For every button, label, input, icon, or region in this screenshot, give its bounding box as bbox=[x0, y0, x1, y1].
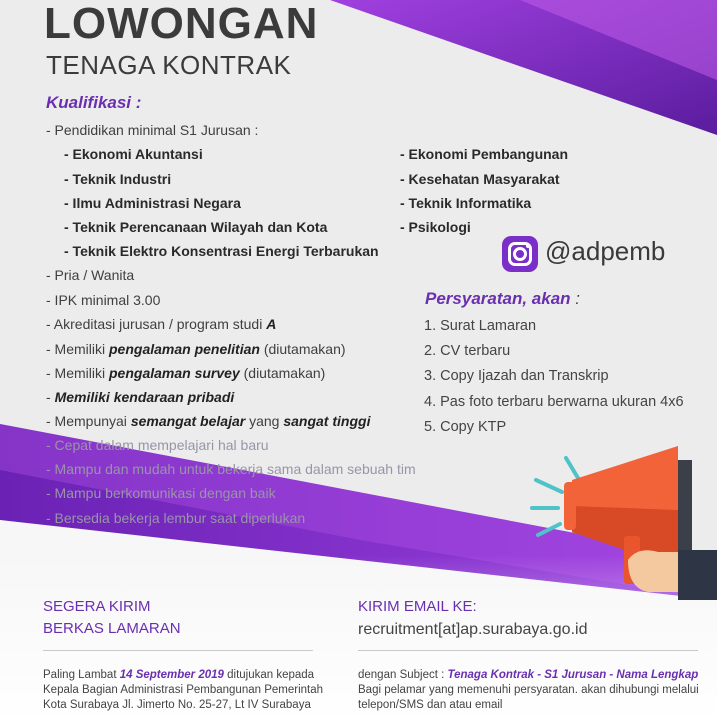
note-line: Bagi pelamar yang memenuhi persyaratan. akan dihubungi melalui bbox=[358, 684, 699, 696]
instagram-handle[interactable]: @adpemb bbox=[545, 236, 666, 266]
requirement-item: 4. Pas foto terbaru berwarna ukuran 4x6 bbox=[424, 394, 684, 410]
qualification-item: - Memiliki kendaraan pribadi bbox=[46, 389, 235, 405]
requirement-item: 5. Copy KTP bbox=[424, 419, 507, 435]
instagram-icon bbox=[502, 236, 538, 272]
divider bbox=[43, 650, 313, 651]
megaphone-icon bbox=[528, 440, 717, 600]
major-item: - Teknik Informatika bbox=[400, 195, 532, 211]
email-heading: KIRIM EMAIL KE: bbox=[358, 598, 477, 615]
divider bbox=[358, 650, 698, 651]
qualification-item: - Cepat dalam mempelajari hal baru bbox=[46, 437, 269, 453]
subject-text: dengan Subject : Tenaga Kontrak - S1 Jurusan - Nama Lengkap bbox=[358, 669, 699, 681]
qualification-item: - IPK minimal 3.00 bbox=[46, 292, 161, 308]
page-subtitle: TENAGA KONTRAK bbox=[46, 50, 292, 80]
qualification-item: - Mempunyai semangat belajar yang sangat tinggi bbox=[46, 413, 371, 429]
qualification-item: - Memiliki pengalaman survey (diutamakan) bbox=[46, 365, 326, 381]
qualification-item: - Mampu berkomunikasi dengan baik bbox=[46, 485, 276, 501]
requirement-item: 1. Surat Lamaran bbox=[424, 318, 537, 334]
email-address[interactable]: recruitment[at]ap.surabaya.go.id bbox=[358, 621, 588, 638]
requirements-heading: Persyaratan, akan : bbox=[425, 289, 581, 308]
requirement-item: 2. CV terbaru bbox=[424, 343, 511, 359]
major-item: - Psikologi bbox=[400, 219, 471, 235]
major-item: - Ekonomi Akuntansi bbox=[64, 146, 203, 162]
qualification-item: - Bersedia bekerja lembur saat diperlukan bbox=[46, 510, 306, 526]
major-item: - Ilmu Administrasi Negara bbox=[64, 195, 241, 211]
page-title: LOWONGAN bbox=[44, 0, 319, 48]
major-item: - Ekonomi Pembangunan bbox=[400, 146, 569, 162]
qualifications-heading: Kualifikasi : bbox=[46, 93, 142, 112]
qualification-item: - Akreditasi jurusan / program studi A bbox=[46, 316, 277, 332]
note-line: telepon/SMS dan atau email bbox=[358, 699, 503, 711]
requirement-item: 3. Copy Ijazah dan Transkrip bbox=[424, 368, 609, 384]
send-heading: SEGERA KIRIM BERKAS LAMARAN bbox=[43, 598, 181, 637]
education-intro: - Pendidikan minimal S1 Jurusan : bbox=[46, 122, 259, 138]
deadline-text: Paling Lambat 14 September 2019 ditujukan kepada bbox=[43, 669, 315, 681]
qualification-item: - Memiliki pengalaman penelitian (diutamakan) bbox=[46, 341, 346, 357]
qualification-item: - Pria / Wanita bbox=[46, 267, 135, 283]
major-item: - Teknik Elektro Konsentrasi Energi Terbarukan bbox=[64, 243, 379, 259]
address-line: Kepala Bagian Administrasi Pembangunan Pemerintah bbox=[43, 684, 324, 696]
address-line: Kota Surabaya Jl. Jimerto No. 25-27, Lt IV Surabaya bbox=[43, 699, 311, 711]
major-item: - Teknik Industri bbox=[64, 171, 172, 187]
major-item: - Kesehatan Masyarakat bbox=[400, 171, 560, 187]
major-item: - Teknik Perencanaan Wilayah dan Kota bbox=[64, 219, 328, 235]
qualification-item: - Mampu dan mudah untuk bekerja sama dalam sebuah tim bbox=[46, 461, 416, 477]
